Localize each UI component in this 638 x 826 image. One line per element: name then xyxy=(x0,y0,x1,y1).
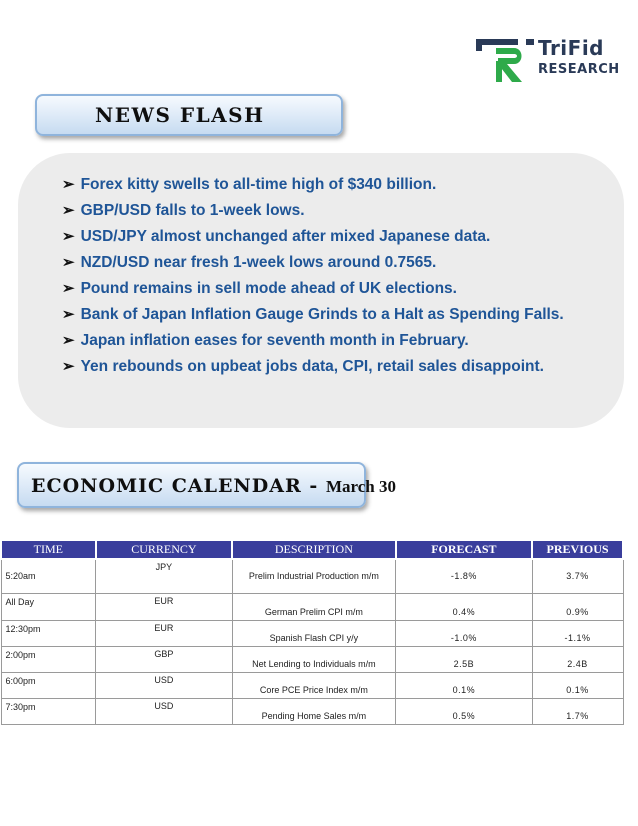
news-item xyxy=(62,201,564,227)
news-item-text: Pound remains in sell mode ahead of UK elections. xyxy=(80,280,457,297)
news-flash-title: NEWS FLASH xyxy=(95,103,265,127)
cell-time: 6:00pm xyxy=(1,672,96,698)
table-row xyxy=(1,620,623,646)
news-item xyxy=(62,357,564,383)
cell-currency: GBP xyxy=(96,646,233,672)
news-item-text: NZD/USD near fresh 1-week lows around 0.7565. xyxy=(80,254,437,271)
cell-currency: EUR xyxy=(96,620,233,646)
logo-subtitle: RESEARCH xyxy=(538,62,620,77)
cell-forecast: 0.1% xyxy=(396,672,533,698)
cell-previous: 3.7% xyxy=(532,559,623,593)
cell-time: 2:00pm xyxy=(1,646,96,672)
news-item xyxy=(62,279,564,305)
cell-previous: 2.4B xyxy=(532,646,623,672)
header-previous: PREVIOUS xyxy=(532,540,623,559)
cell-time: 7:30pm xyxy=(1,698,96,724)
rupee-logo-icon xyxy=(474,34,536,84)
news-item-text: Forex kitty swells to all-time high of $340 billion. xyxy=(80,176,437,193)
header-currency: CURRENCY xyxy=(96,540,233,559)
news-item xyxy=(62,227,564,253)
news-flash-banner xyxy=(35,94,343,136)
logo-name: TriFid xyxy=(538,36,604,60)
cell-forecast: 0.4% xyxy=(396,593,533,620)
cell-currency: JPY xyxy=(96,559,233,593)
arrow-bullet-icon: ➢ xyxy=(62,228,75,245)
cell-previous: 0.1% xyxy=(532,672,623,698)
cell-forecast: -1.0% xyxy=(396,620,533,646)
cell-forecast: 0.5% xyxy=(396,698,533,724)
cell-previous: 0.9% xyxy=(532,593,623,620)
cell-description: Spanish Flash CPI y/y xyxy=(232,620,395,646)
table-header-row xyxy=(1,540,623,559)
cell-description: Prelim Industrial Production m/m xyxy=(232,559,395,593)
news-item-text: Yen rebounds on upbeat jobs data, CPI, retail sales disappoint. xyxy=(80,358,544,375)
arrow-bullet-icon: ➢ xyxy=(62,358,75,375)
cell-currency: EUR xyxy=(96,593,233,620)
header-time: TIME xyxy=(1,540,96,559)
cell-description: German Prelim CPI m/m xyxy=(232,593,395,620)
cell-forecast: -1.8% xyxy=(396,559,533,593)
calendar-title-text: ECONOMIC CALENDAR - xyxy=(31,475,326,497)
cell-time: All Day xyxy=(1,593,96,620)
arrow-bullet-icon: ➢ xyxy=(62,280,75,297)
cell-forecast: 2.5B xyxy=(396,646,533,672)
arrow-bullet-icon: ➢ xyxy=(62,202,75,219)
arrow-bullet-icon: ➢ xyxy=(62,254,75,271)
table-row xyxy=(1,646,623,672)
news-item-text: GBP/USD falls to 1-week lows. xyxy=(80,202,305,219)
trifid-logo xyxy=(474,34,624,84)
cell-description: Net Lending to Individuals m/m xyxy=(232,646,395,672)
cell-time: 5:20am xyxy=(1,559,96,593)
header-description: DESCRIPTION xyxy=(232,540,395,559)
news-item-text: Bank of Japan Inflation Gauge Grinds to a Halt as Spending Falls. xyxy=(80,306,564,323)
cell-currency: USD xyxy=(96,672,233,698)
table-row xyxy=(1,559,623,593)
cell-time: 12:30pm xyxy=(1,620,96,646)
cell-description: Pending Home Sales m/m xyxy=(232,698,395,724)
cell-currency: USD xyxy=(96,698,233,724)
cell-previous: 1.7% xyxy=(532,698,623,724)
header-forecast: FORECAST xyxy=(396,540,533,559)
cell-previous: -1.1% xyxy=(532,620,623,646)
news-item xyxy=(62,305,564,331)
arrow-bullet-icon: ➢ xyxy=(62,332,75,349)
news-item xyxy=(62,253,564,279)
news-item-text: USD/JPY almost unchanged after mixed Japanese data. xyxy=(80,228,491,245)
calendar-date: March 30 xyxy=(325,477,396,496)
table-row xyxy=(1,672,623,698)
news-list xyxy=(62,175,564,383)
table-row xyxy=(1,593,623,620)
news-item-text: Japan inflation eases for seventh month in February. xyxy=(80,332,469,349)
arrow-bullet-icon: ➢ xyxy=(62,306,75,323)
news-item xyxy=(62,175,564,201)
cell-description: Core PCE Price Index m/m xyxy=(232,672,395,698)
economic-calendar-banner xyxy=(17,462,396,508)
table-row xyxy=(1,698,623,724)
economic-calendar-table xyxy=(0,539,624,725)
economic-calendar-title xyxy=(31,475,396,497)
arrow-bullet-icon: ➢ xyxy=(62,176,75,193)
news-item xyxy=(62,331,564,357)
